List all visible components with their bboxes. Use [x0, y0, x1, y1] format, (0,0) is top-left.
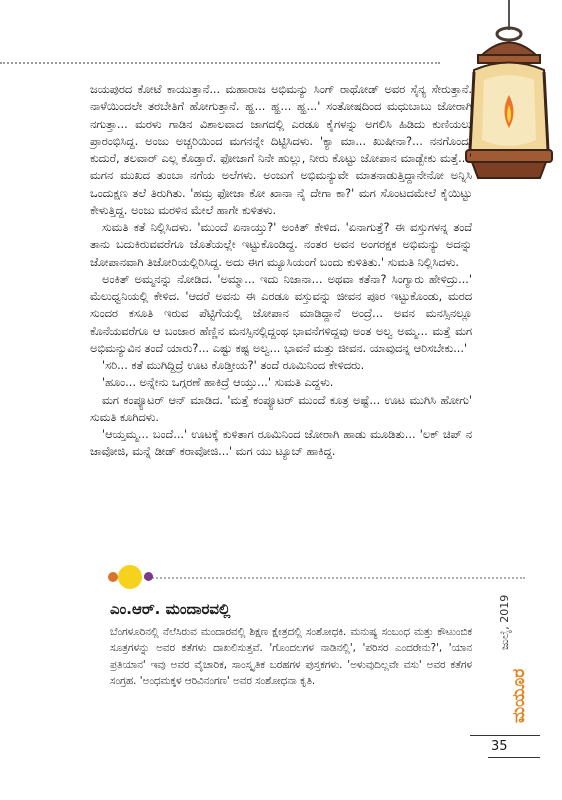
- article-paragraph: ಅಂಕಿತ್ ಅಮ್ಮನನ್ನು ನೋಡಿದ. 'ಅಮ್ಮಾ... ಇದು ನಿಜಾನಾ... ಅಥವಾ ಕತೆನಾ? ಸಿಂಗ್ಯಾರು ಹೇಳಿದ್ರು...' ಮೆಲುಧ್ವನಿಯಲ್ಲಿ ಕೇಳಿದ. 'ಆದರೆ ಅವನು ಈ ಎರಡೂ ವಸ್ತುವನ್ನು ಜೀವನ ಪೂರ ಇಟ್ಟುಕೊಂಡು, ಮರದ ಸುಂದರ ಕಸೂತಿ ಇರುವ ಪೆಟ್ಟಿಗೆಯಲ್ಲಿ ಜೋಪಾನ ಮಾಡಿದ್ದಾನೆ ಅಂದ್ರೆ... ಅವನ ಮನಸ್ಸಿನಲ್ಲೂ ಕೊನೆಯವರೆಗೂ ಆ ಬಂಜಾರ ಹೆಣ್ಣಿನ ಮನಸ್ಸಿನಲ್ಲಿದ್ದಂಥ ಭಾವನೆಗಳಿದ್ದವು ಅಂತ ಅಲ್ವ ಅಮ್ಮ... ಮತ್ತೆ ಮಗ ಅಭಿಮನ್ಯುವಿನ ತಂದೆ ಯಾರು?... ಎಷ್ಟು ಕಷ್ಟ ಅಲ್ವ... ಭಾವನೆ ಮತ್ತು ಜೀವನ. ಯಾವುದನ್ನ ಆರಿಸಬೇಕು...': [90, 272, 472, 355]
- yellow-dot: [118, 565, 142, 589]
- magazine-sidebar: [491, 583, 531, 723]
- issue-date: ಜುಲೈ, 2019: [498, 594, 511, 650]
- article-paragraph: ಮಗ ಕಂಪ್ಯೂಟರ್ ಆನ್ ಮಾಡಿದ. 'ಮತ್ತೆ ಕಂಪ್ಯೂಟರ್ ಮುಂದೆ ಕೂತ್ರ ಅಷ್ಟೆ... ಊಟ ಮುಗಿಸಿ ಹೋಗು' ಸುಮತಿ ಕೂಗಿದಳು.: [90, 393, 472, 424]
- page-rule-left: [470, 735, 540, 736]
- article-paragraph: ಜಯಪುರದ ಕೋಟೆ ಕಾಯುತ್ತಾನೆ... ಮಹಾರಾಜ ಅಭಿಮನ್ಯು ಸಿಂಗ್ ರಾಥೋಡ್ ಅವರ ಸೈನ್ಯ ಸೇರುತ್ತಾನೆ. ನಾಳೆಯಿಂದಲೇ ತರಬೇತಿಗೆ ಹೋಗುತ್ತಾನೆ. ಹ್ಹ... ಹ್ಹ... ಹ್ಹ...' ಸಂತೋಷದಿಂದ ಮಧುಬಾಬು ಜೋರಾಗಿ ನಗುತ್ತಾ... ಮರಳು ಗಾಡಿನ ವಿಶಾಲವಾದ ಜಾಗದಲ್ಲಿ ಎರಡೂ ಕೈಗಳನ್ನು ಅಗಲಿಸಿ ಹಿಡಿದು ಕುಣಿಯಲು ಪ್ರಾರಂಭಿಸಿದ್ದ. ಅಂಜು ಅಚ್ಚರಿಯಿಂದ ಮಗನನ್ನೇ ದಿಟ್ಟಿಸಿದಳು. 'ಕ್ಯಾ ಮಾ... ಖುಷೀನಾ?... ನನಗೊಂದು ಕುದುರೆ, ತಲವಾರ್ ಎಲ್ಲ ಕೊಡ್ತಾರೆ. ಫೋಜಾಗೆ ನಿನೇ ಹುಲ್ಲು, ನೀರು ಕೊಟ್ಟು ಜೋಪಾನ ಮಾಡ್ಬೇಕು ಮತ್ತೆ...' ಮಗನ ಮುಖದ ತುಂಬಾ ನಗೆಯ ಅಲೆಗಳು. ಅಂಜುಗೆ ಅಭಿಮನ್ಯುವೇ ಮಾತನಾಡುತ್ತಿದ್ದಾನೇನೋ ಅನ್ನಿಸಿ ಒಂದುಕ್ಷಣ ತಲೆ ತಿರುಗಿತು. 'ಹಮ್ರ ಫೋಜಾ ಕೋ ಖಾನಾ ನೈ ದೇಗಾ ಕಾ?' ಮಗ ಸೊಂಟದಮೇಲೆ ಕೈಯಿಟ್ಟು ಕೇಳುತ್ತಿದ್ದ. ಅಂಜು ಮರಳಿನ ಮೇಲೆ ಹಾಗೇ ಕುಳಿತಳು.: [90, 83, 472, 217]
- orange-dot: [108, 572, 118, 582]
- article-paragraph: 'ಹೂಂ... ಅನ್ನೇನು ಒಗ್ಗರಣೆ ಹಾಕಿದ್ರೆ ಆಯ್ತು...' ಸುಮತಿ ಎದ್ದಳು.: [102, 376, 334, 390]
- magazine-title: ಮಯೂರ: [509, 668, 529, 723]
- author-name: ಎಂ.ಆರ್. ಮಂದಾರವಲ್ಲಿ: [110, 600, 231, 618]
- author-dotted-divider: [125, 577, 525, 579]
- top-dotted-divider: [0, 62, 440, 64]
- author-bio: [110, 600, 472, 689]
- article-paragraph: 'ಸರಿ... ಕತೆ ಮುಗಿದ್ದಿದ್ರೆ ಊಟ ಕೊಡ್ತೀಯ?' ತಂದೆ ರೂಮಿನಿಂದ ಕೇಳಿದರು.: [102, 359, 365, 372]
- page-number: 35: [491, 739, 508, 754]
- purple-dot: [144, 572, 153, 581]
- article-paragraph: 'ಆಯ್ತಮ್ಮ... ಬಂದೆ...' ಊಟಕ್ಕೆ ಕುಳಿತಾಗ ರೂಮಿನಿಂದ ಜೋರಾಗಿ ಹಾಡು ಮೂಡಿತು... 'ಲಕ್ ಚಿಪ್ ನ ಜಾವೋಜಿ, ಮನ್ನೆ ಡೀಡ್ ಕರಾವೋಜಿ...' ಮಗ ಯು ಟ್ಯೂಬ್ ಹಾಕಿದ್ದ.: [90, 428, 472, 459]
- article-body: [90, 81, 472, 461]
- page-rule-bottom: [488, 757, 540, 758]
- author-bio-text: ಬೆಂಗಳೂರಿನಲ್ಲಿ ನೆಲೆಸಿರುವ ಮಂದಾರವಲ್ಲಿ ಶಿಕ್ಷಣ ಕ್ಷೇತ್ರದಲ್ಲಿ ಸಂಶೋಧಕಿ. ಮನುಷ್ಯ ಸಂಬಂಧ ಮತ್ತು ಕೌಟುಂಬಿಕ ಸೂತ್ರಗಳನ್ನು ಅವರ ಕತೆಗಳು ದಾಖಲಿಸುತ್ತವೆ. 'ಗೊಂದಲಗಳ ನಾಡಿನಲ್ಲಿ', 'ಪರಿಸರ ಎಂದರೇನು?', 'ಯಾನ ಪ್ರತಿಯಾನ' ಇವು ಅವರ ವೈಚಾರಿಕ, ಸಾಂಸ್ಕೃತಿಕ ಬರಹಗಳ ಪುಸ್ತಕಗಳು. 'ಅಳುವುದಿಲ್ಲವೇ ವಸು' ಅವರ ಕತೆಗಳ ಸಂಗ್ರಹ. 'ಅಂಧಮಕ್ಕಳ ಆರಿವಿನಂಗಣ' ಅವರ ಸಂಶೋಧನಾ ಕೃತಿ.: [110, 626, 472, 687]
- article-paragraph: ಸುಮತಿ ಕತೆ ನಿಲ್ಲಿಸಿದಳು. 'ಮುಂದೆ ಏನಾಯ್ತು?' ಅಂಕಿತ್ ಕೇಳಿದ. 'ಏನಾಗುತ್ತೆ? ಈ ವಸ್ತುಗಳನ್ನ ತಂದೆ ತಾನು ಬದುಕಿರುವವರೆಗೂ ಜೊತೆಯಲ್ಲೇ ಇಟ್ಟುಕೊಂಡಿದ್ದ. ನಂತರ ಅವನ ಅಂಗರಕ್ಷಕ ಅಭಿಮನ್ಯು ಅದನ್ನು ಜೋಪಾನವಾಗಿ ತಿಜೋರಿಯಲ್ಲಿರಿಸಿದ್ದ. ಅದು ಈಗ ಮ್ಯೂಸಿಯಂಗೆ ಬಂದು ಕುಳಿತಿತು.' ಸುಮತಿ ನಿಲ್ಲಿಸಿದಳು.: [90, 221, 472, 269]
